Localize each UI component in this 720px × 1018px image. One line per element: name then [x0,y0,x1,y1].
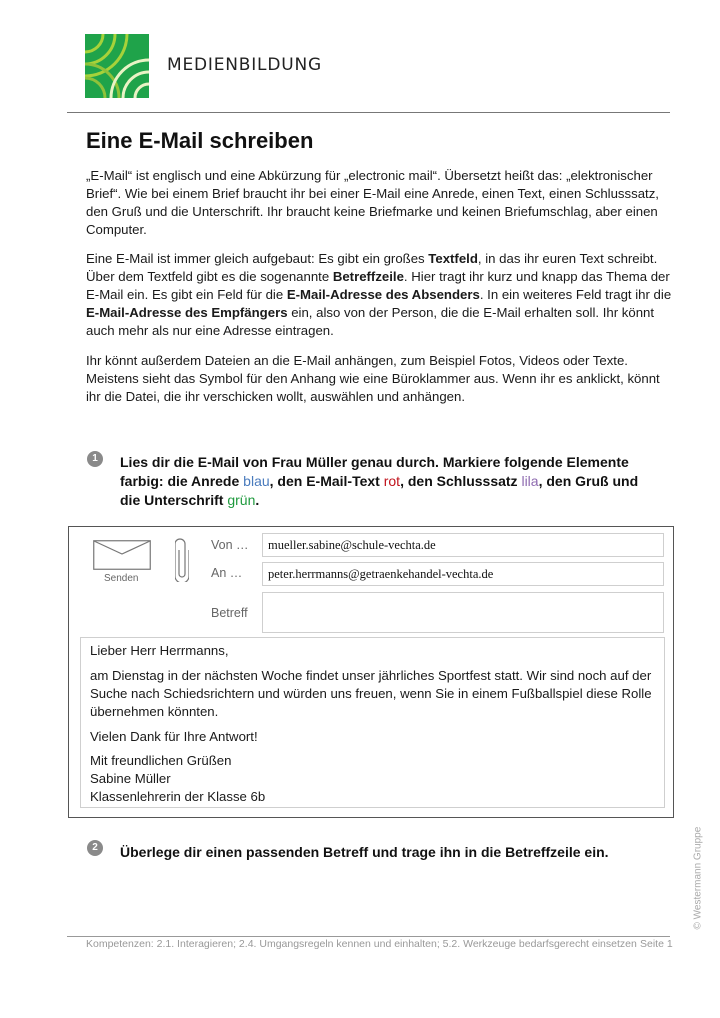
text-segment: Lies dir die E-Mail von Frau Müller genau durch. Markiere folgende Elemente farbig: die Anrede [120,454,629,489]
task-number-badge: 1 [87,451,103,467]
email-signature-role: Klassenlehrerin der Klasse 6b [90,789,266,804]
color-word-red: rot [383,473,401,489]
page-number: Seite 1 [640,938,673,950]
email-signature-name: Sabine Müller [90,771,171,786]
footer-divider [67,936,670,937]
email-closing-sentence: Vielen Dank für Ihre Antwort! [90,729,258,744]
intro-paragraph-3: Ihr könnt außerdem Dateien an die E-Mail anhängen, zum Beispiel Fotos, Videos oder Texte. Meistens sieht das Symbol für den Anhang wie eine Büroklammer aus. Wenn ihr es anklickt, könnt ihr die Datei, die ihr verschicken wollt, auswählen und anhängen. [86,353,660,404]
text-segment: , in das ihr euren Text schreibt. Über dem Textfeld gibt es die sogenannte [86,251,658,284]
brand-name: MEDIENBILDUNG [167,55,322,75]
medienbildung-logo-icon [85,34,149,98]
text-segment: . In ein weiteres Feld tragt ihr die [479,287,672,302]
text-segment: , den Schlusssatz [400,473,522,489]
paperclip-icon[interactable] [175,538,189,582]
color-word-green: grün [227,492,256,508]
task-2-instruction: Überlege dir einen passenden Betreff und trage ihn in die Betreffzeile ein. [120,844,609,860]
header-divider [67,112,670,113]
page-title: Eine E-Mail schreiben [86,128,314,153]
from-field[interactable]: mueller.sabine@schule-vechta.de [262,533,664,557]
task-number-badge: 2 [87,840,103,856]
subject-field[interactable] [262,592,664,633]
term-absender: E-Mail-Adresse des Absenders [286,287,480,302]
text-segment: Eine E-Mail ist immer gleich aufgebaut: Es gibt ein großes [86,251,429,266]
email-body-text: am Dienstag in der nächsten Woche findet unser jährliches Sportfest statt. Wir sind noch auf der Suche nach Schiedsrichtern und würden uns freuen, wenn Sie in einem Fußballspiel diese Rolle übernehmen könnten. [90,668,652,719]
copyright-notice: © Westermann Gruppe [692,826,704,930]
intro-paragraph-2 [86,250,676,340]
text-segment: , den E-Mail-Text [269,473,384,489]
intro-paragraph-1: „E-Mail“ ist englisch und eine Abkürzung für „electronic mail“. Übersetzt heißt das: „elektronischer Brief“. Wie bei einem Brief braucht ihr bei einer E-Mail eine Anrede, einen Text, einen Schlusssatz, den Gruß und die Unterschrift. Ihr braucht keine Briefmarke und keinen Briefumschlag, aber einen Computer. [86,168,659,237]
email-signature-block [90,752,660,806]
term-betreffzeile: Betreffzeile [332,269,404,284]
text-segment: . [255,492,260,508]
term-textfeld: Textfeld [428,251,478,266]
color-word-lila: lila [521,473,539,489]
email-greeting: Lieber Herr Herrmanns, [90,643,229,658]
to-field[interactable]: peter.herrmanns@getraenkehandel-vechta.de [262,562,664,586]
task-1-instruction [120,453,660,510]
email-regards: Mit freundlichen Grüßen [90,753,232,768]
term-empfaenger: E-Mail-Adresse des Empfängers [86,305,288,320]
footer-competencies: Kompetenzen: 2.1. Interagieren; 2.4. Umgangsregeln kennen und einhalten; 5.2. Werkzeuge bedarfsgerecht einsetzen [86,938,637,950]
from-label: Von … [211,538,249,552]
send-button-label[interactable]: Senden [104,573,139,584]
text-segment: . Hier tragt ihr kurz und knapp das Thema der E-Mail ein. Es gibt ein Feld für die [86,269,670,302]
color-word-blue: blau [243,473,270,489]
to-label: An … [211,566,243,580]
subject-label: Betreff [211,606,248,620]
text-segment: ein, also von der Person, die die E-Mail erhalten soll. Ihr könnt auch mehr als nur eine Adresse eintragen. [86,305,655,338]
envelope-icon[interactable] [93,540,151,570]
text-segment: , den Gruß und die Unterschrift [120,473,639,508]
